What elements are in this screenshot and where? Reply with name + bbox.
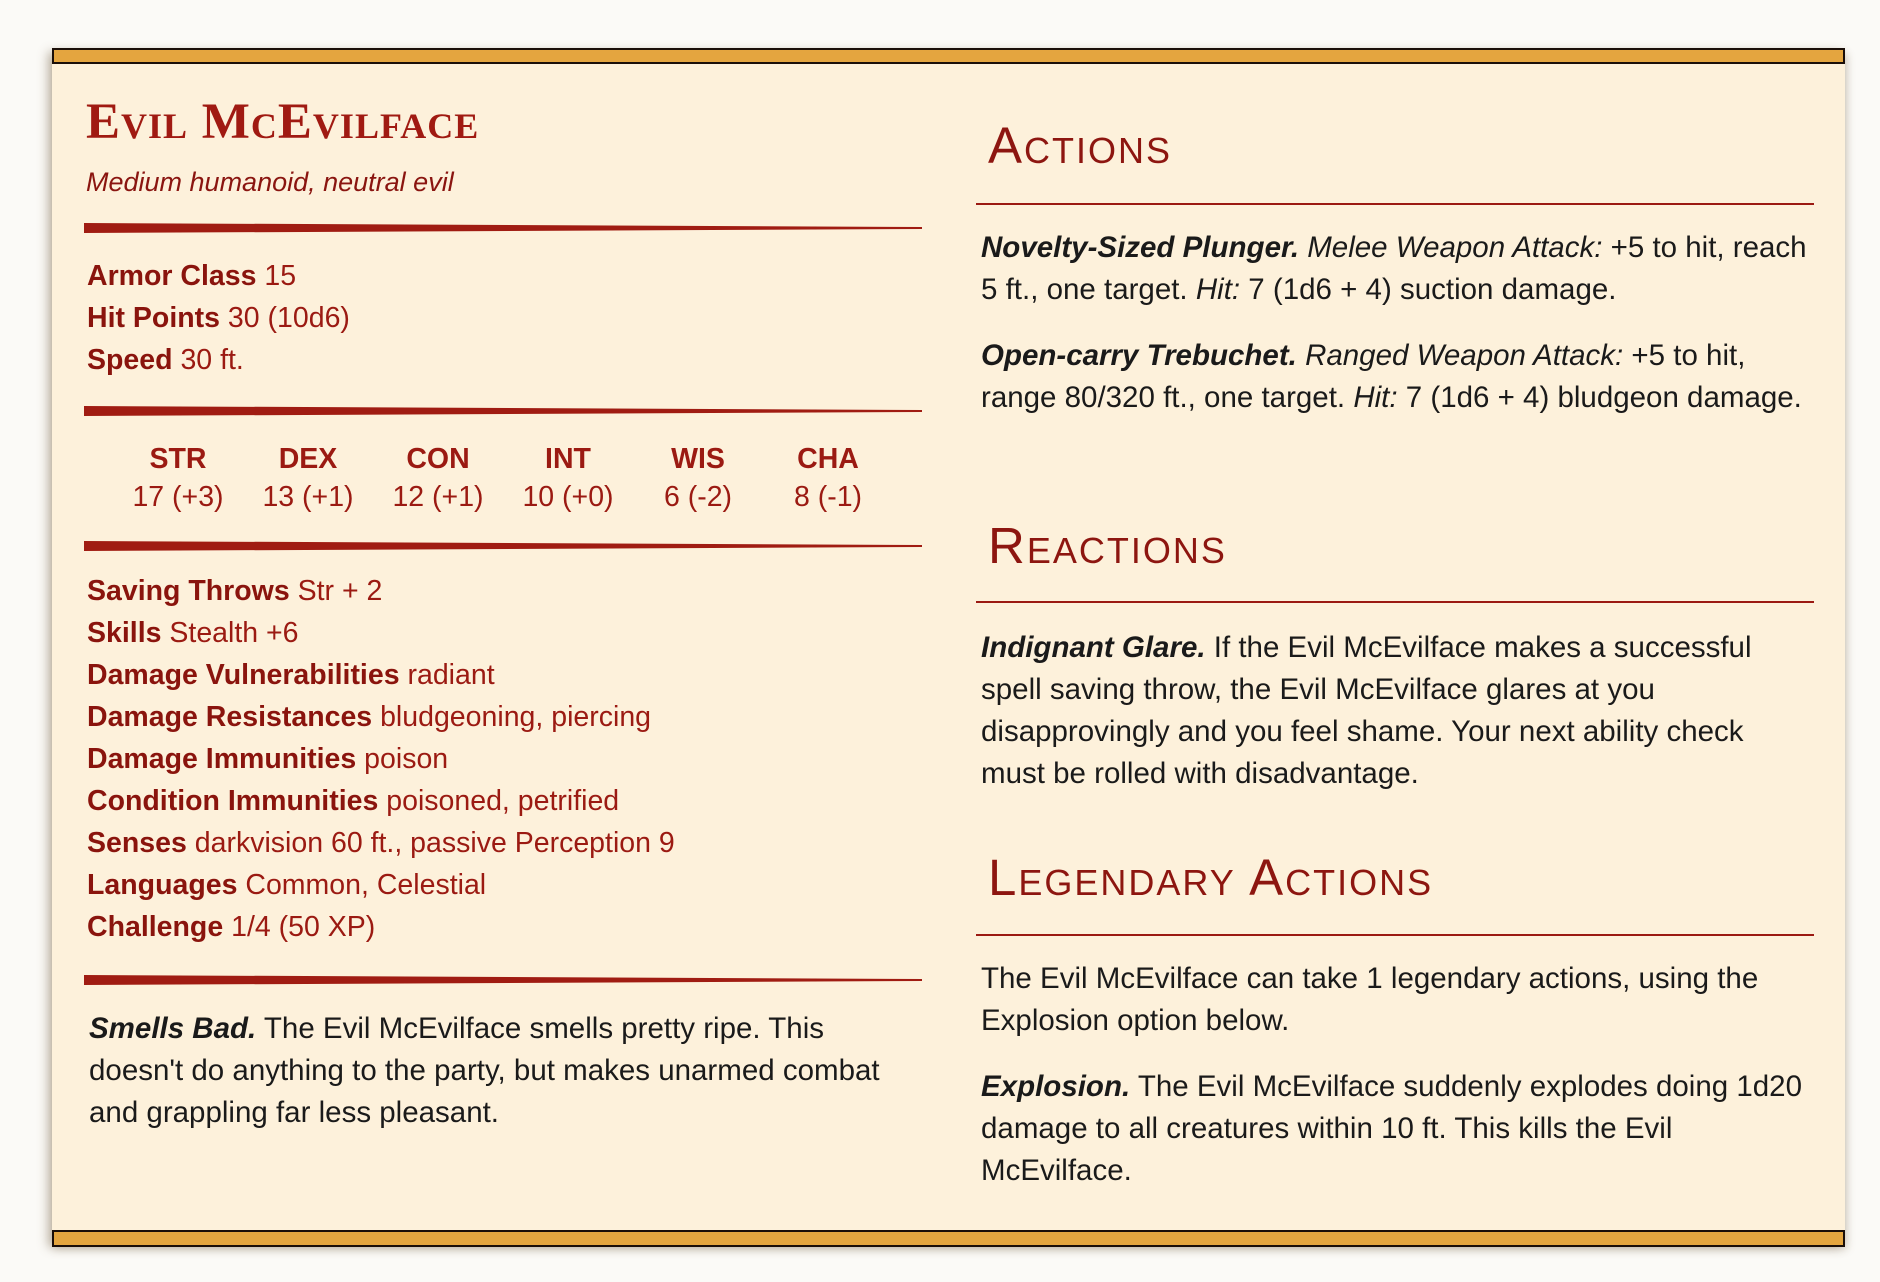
trait-name: Smells Bad. [89, 1012, 257, 1045]
section-rule [976, 203, 1814, 205]
ability-name: CON [406, 443, 470, 475]
attack-type: Melee Weapon Attack: [1307, 231, 1603, 264]
ability-name: STR [149, 443, 207, 475]
tapered-rule [84, 541, 922, 551]
detail-value: Str + 2 [297, 575, 383, 607]
bottom-border-bar [52, 1230, 1845, 1247]
ability-dex [243, 441, 373, 517]
legendary-intro: The Evil McEvilface can take 1 legendary actions, using the Explosion option below. [981, 962, 1759, 1037]
legendary-actions-heading: Legendary Actions [988, 849, 1434, 906]
reaction-indignant-glare [981, 627, 1811, 795]
detail-label: Condition Immunities [87, 785, 379, 817]
armor-class-label: Armor Class [87, 260, 257, 292]
ability-score: 12 (+1) [392, 481, 484, 513]
challenge [87, 906, 375, 948]
hit-text: 7 (1d6 + 4) suction damage. [1248, 273, 1617, 306]
detail-value: bludgeoning, piercing [380, 701, 652, 733]
attack-type: Ranged Weapon Attack: [1305, 339, 1624, 372]
legendary-action-name: Explosion. [981, 1070, 1131, 1103]
tapered-rule [84, 975, 922, 985]
action-open-carry-trebuchet [981, 335, 1811, 419]
reaction-text: If the Evil McEvilface makes a successful spell saving throw, the Evil McEvilface glares at you disapprovingly and you feel shame. Your next ability check must be rolled with disadvantage. [981, 631, 1752, 790]
legendary-action-text: The Evil McEvilface suddenly explodes doing 1d20 damage to all creatures within 10 ft. This kills the Evil McEvilface. [981, 1070, 1802, 1187]
ability-score: 17 (+3) [132, 481, 224, 513]
hit-label: Hit: [1353, 381, 1398, 414]
detail-label: Damage Immunities [87, 743, 357, 775]
ability-int [503, 441, 633, 517]
ability-cha [763, 441, 893, 517]
detail-label: Challenge [87, 911, 224, 943]
detail-label: Languages [87, 869, 238, 901]
top-border-bar [52, 48, 1845, 64]
skills [87, 612, 299, 654]
action-novelty-sized-plunger [981, 227, 1811, 311]
detail-value: Stealth +6 [169, 617, 299, 649]
hit-text: 7 (1d6 + 4) bludgeon damage. [1405, 381, 1802, 414]
detail-value: poison [364, 743, 449, 775]
damage-vulnerabilities [87, 654, 495, 696]
section-rule [976, 934, 1814, 936]
actions-heading: Actions [988, 117, 1173, 174]
hit-label: Hit: [1195, 273, 1241, 306]
saving-throws [87, 570, 382, 612]
trait-text: The Evil McEvilface smells pretty ripe. This doesn't do anything to the party, but makes unarmed combat and grappling far less pleasant. [89, 1012, 880, 1129]
reactions-heading: Reactions [988, 517, 1227, 574]
detail-label: Skills [87, 617, 162, 649]
ability-score: 13 (+1) [262, 481, 354, 513]
speed [87, 339, 244, 381]
detail-label: Saving Throws [87, 575, 290, 607]
senses [87, 822, 675, 864]
action-name: Novelty-Sized Plunger. [981, 231, 1300, 264]
ability-name: INT [545, 443, 591, 475]
reaction-name: Indignant Glare. [981, 631, 1206, 664]
detail-label: Damage Vulnerabilities [87, 659, 400, 691]
monster-meta: Medium humanoid, neutral evil [86, 167, 454, 197]
detail-value: poisoned, petrified [386, 785, 620, 817]
ability-name: DEX [278, 443, 338, 475]
tapered-rule [84, 406, 922, 416]
trait-smells-bad [89, 1008, 919, 1134]
speed-value: 30 ft. [180, 344, 244, 376]
armor-class-value: 15 [264, 260, 297, 292]
monster-name: Evil McEvilface [86, 94, 480, 150]
condition-immunities [87, 780, 619, 822]
ability-str [113, 441, 243, 517]
legendary-explosion [981, 1066, 1811, 1192]
ability-name: WIS [671, 443, 725, 475]
speed-label: Speed [87, 344, 173, 376]
section-rule [976, 601, 1814, 603]
attack-text: +5 to hit, range 80/320 ft., one target. [981, 339, 1746, 414]
detail-value: Common, Celestial [245, 869, 487, 901]
hit-points-value: 30 (10d6) [227, 302, 350, 334]
hit-points [87, 297, 350, 339]
ability-score: 6 (-2) [663, 481, 733, 513]
tapered-rule [84, 223, 922, 233]
ability-name: CHA [797, 443, 859, 475]
armor-class [87, 255, 296, 297]
ability-score: 10 (+0) [522, 481, 614, 513]
ability-con [373, 441, 503, 517]
damage-resistances [87, 696, 651, 738]
detail-label: Damage Resistances [87, 701, 373, 733]
detail-label: Senses [87, 827, 187, 859]
detail-value: 1/4 (50 XP) [231, 911, 376, 943]
detail-value: darkvision 60 ft., passive Perception 9 [194, 827, 675, 859]
detail-value: radiant [407, 659, 495, 691]
hit-points-label: Hit Points [87, 302, 220, 334]
ability-wis [633, 441, 763, 517]
action-name: Open-carry Trebuchet. [981, 339, 1297, 372]
damage-immunities [87, 738, 448, 780]
attack-text: +5 to hit, reach 5 ft., one target. [981, 231, 1807, 306]
languages [87, 864, 486, 906]
ability-score: 8 (-1) [793, 481, 863, 513]
